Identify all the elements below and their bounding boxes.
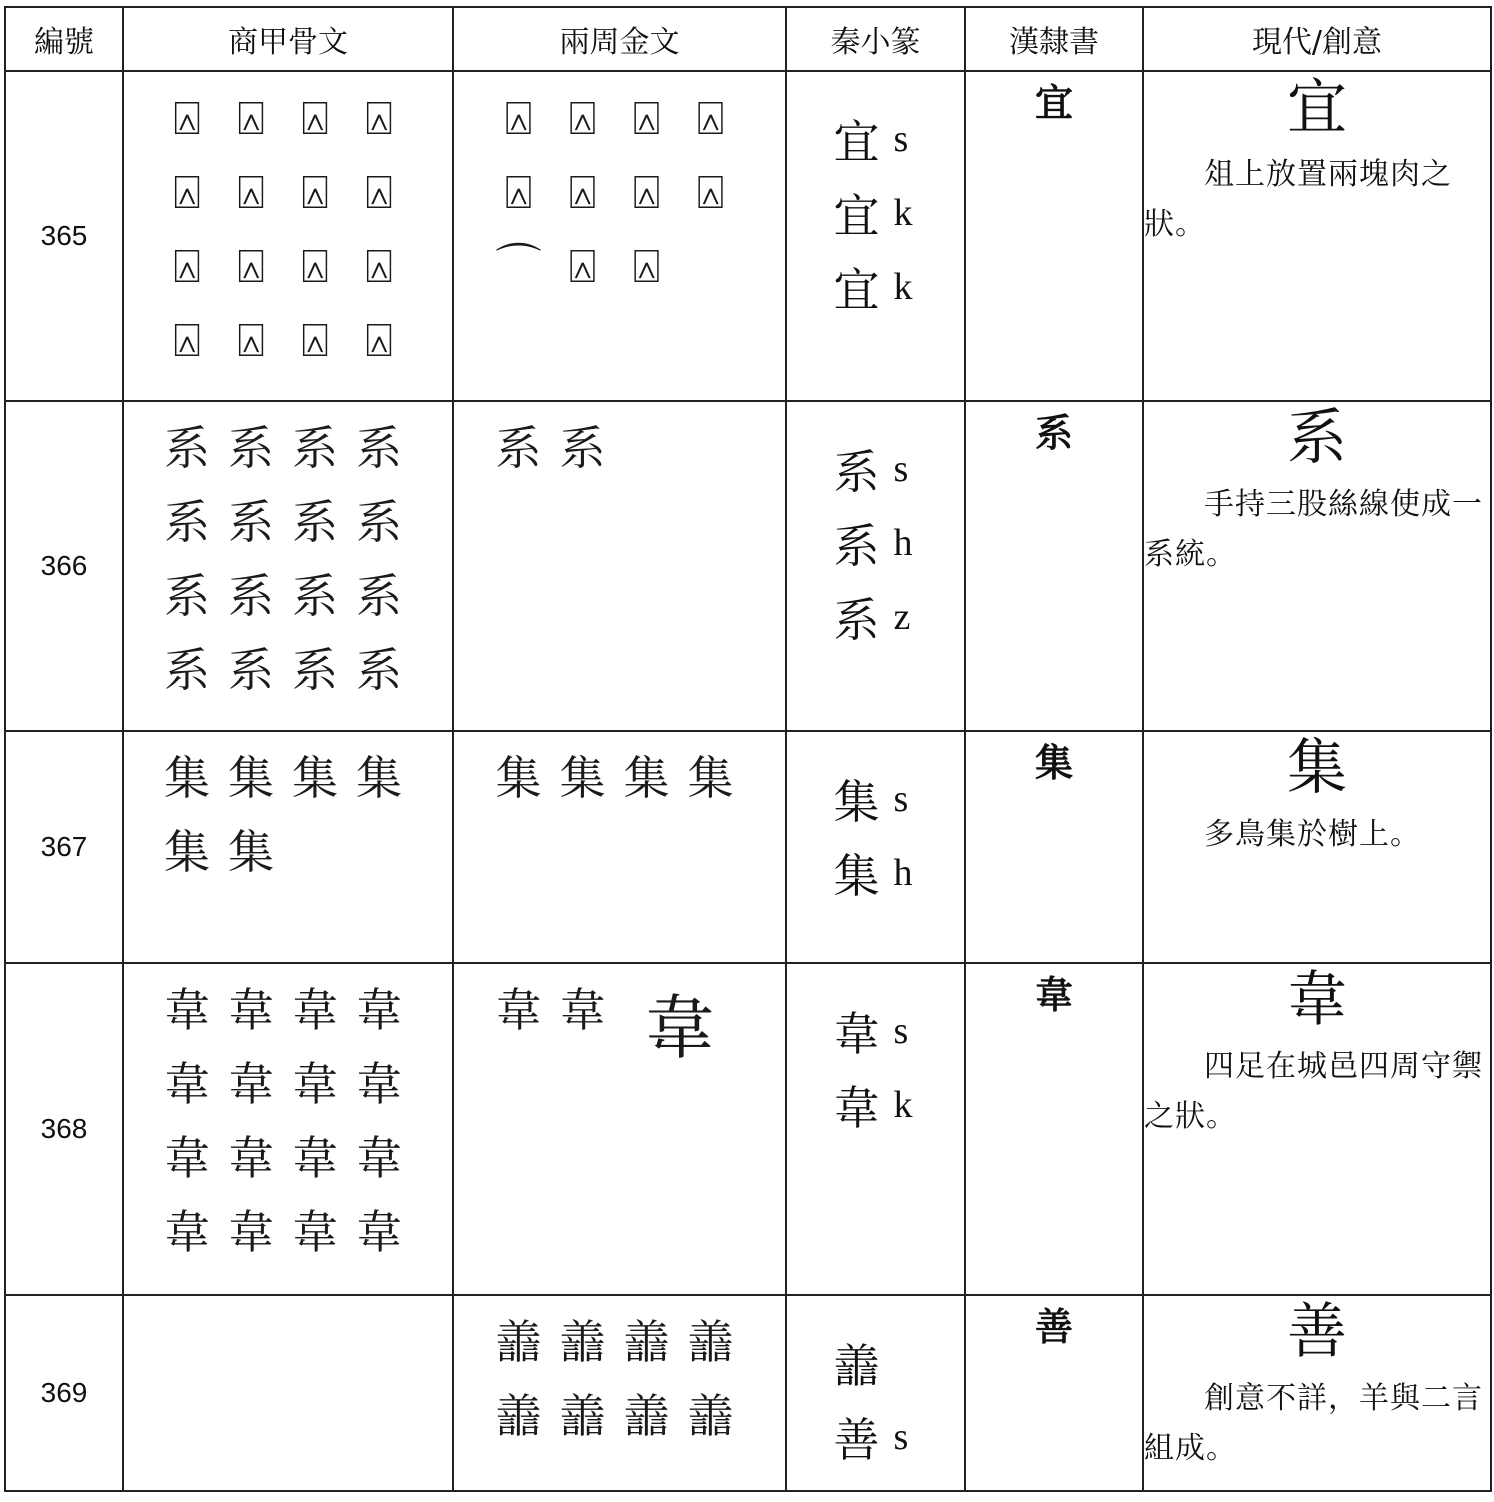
bronze-glyph-grid (454, 964, 785, 1078)
oracle-glyph: 韋 (228, 1205, 274, 1259)
oracle-glyph: 韋 (228, 983, 274, 1037)
seal-entry (828, 580, 924, 654)
seal-glyph: 系 (833, 519, 880, 573)
bronze-glyph: 譱 (495, 1389, 542, 1443)
table-row (5, 1295, 1491, 1491)
clerical-glyph: 宜 (965, 71, 1143, 401)
oracle-glyph: 系 (292, 569, 338, 623)
bronze-cell (453, 731, 786, 963)
bronze-glyph: 韋 (495, 983, 542, 1037)
oracle-glyph: ⍓ (301, 313, 329, 367)
oracle-glyph: 韋 (356, 1057, 402, 1111)
bronze-glyph: 系 (559, 421, 606, 475)
oracle-glyph: ⍓ (237, 313, 265, 367)
oracle-glyph: ⍓ (237, 165, 265, 219)
seal-list (787, 964, 964, 1142)
oracle-glyph: 韋 (164, 1205, 210, 1259)
seal-cell (786, 963, 965, 1295)
oracle-glyph-grid (124, 72, 452, 372)
seal-entry (828, 506, 924, 580)
seal-cell (786, 401, 965, 731)
seal-glyph: 集 (833, 775, 880, 829)
seal-source-tag: k (893, 192, 913, 234)
oracle-glyph-grid (124, 1296, 452, 1310)
header-small-seal: 秦小篆 (786, 7, 965, 71)
modern-character: 善 (1287, 1297, 1347, 1367)
oracle-glyph: ⍓ (173, 91, 201, 145)
oracle-glyph-grid (124, 964, 452, 1264)
header-oracle-bone: 商甲骨文 (123, 7, 453, 71)
header-clerical: 漢隸書 (965, 7, 1143, 71)
bronze-cell (453, 963, 786, 1295)
seal-source-tag: s (893, 448, 909, 490)
clerical-glyph: 集 (965, 731, 1143, 963)
bronze-glyph: ⌒ (495, 239, 542, 293)
oracle-glyph: 集 (164, 825, 210, 879)
seal-entry (828, 250, 924, 324)
oracle-glyph: 系 (356, 569, 402, 623)
bronze-glyph-grid (454, 402, 785, 480)
bronze-glyph: 集 (559, 751, 606, 805)
oracle-glyph: ⍓ (365, 91, 393, 145)
oracle-glyph: 集 (356, 751, 402, 805)
bronze-glyph: 韋 (559, 983, 606, 1037)
seal-source-tag: s (893, 778, 909, 820)
bronze-glyph: 韋 (644, 987, 715, 1069)
bronze-glyph: 集 (495, 751, 542, 805)
bronze-glyph: ⍓ (568, 165, 597, 219)
oracle-glyph: 集 (164, 751, 210, 805)
meaning-description: 俎上放置兩塊肉之狀。 (1144, 157, 1452, 242)
seal-entry (828, 432, 924, 506)
bronze-glyph: 譱 (559, 1315, 606, 1369)
modern-character: 韋 (1287, 965, 1347, 1035)
seal-glyph: 宜 (833, 263, 880, 317)
modern-character: 集 (1287, 733, 1347, 803)
oracle-glyph: ⍓ (173, 313, 201, 367)
seal-entry (828, 102, 924, 176)
bronze-glyph: ⍓ (568, 91, 597, 145)
bronze-glyph: 集 (687, 751, 734, 805)
seal-source-tag: h (893, 852, 913, 894)
oracle-glyph: 韋 (356, 983, 402, 1037)
meaning-description: 手持三股絲線使成一系統。 (1144, 487, 1483, 572)
oracle-glyph: 韋 (292, 1205, 338, 1259)
meaning-description: 創意不詳，羊與二言組成。 (1144, 1381, 1483, 1466)
bronze-cell (453, 401, 786, 731)
table-row (5, 401, 1491, 731)
oracle-glyph: 韋 (356, 1205, 402, 1259)
oracle-glyph: 系 (164, 495, 210, 549)
seal-source-tag: h (893, 522, 913, 564)
oracle-glyph: 韋 (356, 1131, 402, 1185)
oracle-glyph: 韋 (164, 983, 210, 1037)
bronze-glyph: 譱 (495, 1315, 542, 1369)
oracle-glyph: ⍓ (173, 239, 201, 293)
oracle-glyph: 韋 (292, 1131, 338, 1185)
oracle-glyph: 集 (228, 825, 274, 879)
oracle-glyph: ⍓ (301, 239, 329, 293)
seal-glyph: 韋 (833, 1081, 880, 1135)
header-number: 編號 (5, 7, 123, 71)
modern-character: 宜 (1287, 73, 1347, 143)
seal-glyph: 韋 (833, 1007, 880, 1061)
oracle-cell (123, 1295, 453, 1491)
character-evolution-table (4, 6, 1492, 1492)
seal-entry (828, 994, 924, 1068)
oracle-glyph: 系 (228, 421, 274, 475)
oracle-glyph: 系 (228, 495, 274, 549)
modern-character: 系 (1287, 403, 1347, 473)
oracle-glyph: 系 (292, 643, 338, 697)
bronze-glyph: ⍓ (696, 165, 725, 219)
oracle-glyph: 集 (292, 751, 338, 805)
oracle-glyph: 集 (228, 751, 274, 805)
oracle-glyph: 系 (164, 643, 210, 697)
oracle-glyph: 系 (356, 421, 402, 475)
seal-source-tag: s (893, 118, 909, 160)
oracle-glyph: 系 (164, 569, 210, 623)
table-row (5, 71, 1491, 401)
oracle-glyph: 韋 (164, 1057, 210, 1111)
oracle-glyph: ⍓ (365, 165, 393, 219)
header-row (5, 7, 1491, 71)
oracle-glyph-grid (124, 732, 452, 884)
seal-entry (828, 1326, 924, 1400)
table-row (5, 731, 1491, 963)
header-bronze: 兩周金文 (453, 7, 786, 71)
meaning-description: 多鳥集於樹上。 (1204, 817, 1421, 852)
bronze-glyph: 譱 (559, 1389, 606, 1443)
seal-glyph: 宜 (833, 115, 880, 169)
oracle-glyph: 系 (292, 495, 338, 549)
oracle-glyph: ⍓ (301, 91, 329, 145)
bronze-glyph: 譱 (623, 1389, 670, 1443)
seal-cell (786, 71, 965, 401)
seal-list (787, 1296, 964, 1474)
row-number: 369 (5, 1295, 123, 1491)
seal-glyph: 系 (833, 593, 880, 647)
oracle-glyph: 系 (228, 569, 274, 623)
bronze-cell (453, 71, 786, 401)
seal-entry (828, 836, 924, 910)
oracle-glyph: 系 (164, 421, 210, 475)
seal-source-tag: s (893, 1416, 909, 1458)
oracle-cell (123, 71, 453, 401)
seal-entry (828, 1400, 924, 1474)
oracle-cell (123, 401, 453, 731)
seal-entry (828, 1068, 924, 1142)
bronze-glyph: 譱 (623, 1315, 670, 1369)
seal-glyph: 譱 (833, 1339, 880, 1393)
row-number: 368 (5, 963, 123, 1295)
oracle-glyph: 系 (228, 643, 274, 697)
bronze-glyph: ⍓ (632, 165, 661, 219)
bronze-glyph: 集 (623, 751, 670, 805)
oracle-glyph: 韋 (164, 1131, 210, 1185)
row-number: 365 (5, 71, 123, 401)
meaning-description: 四足在城邑四周守禦之狀。 (1144, 1049, 1483, 1134)
oracle-glyph: 系 (356, 643, 402, 697)
seal-source-tag: s (893, 1010, 909, 1052)
oracle-glyph: 韋 (228, 1057, 274, 1111)
seal-list (787, 732, 964, 910)
bronze-glyph: 譱 (687, 1389, 734, 1443)
bronze-glyph: 系 (495, 421, 542, 475)
header-modern-meaning: 現代/創意 (1143, 7, 1491, 71)
oracle-glyph: ⍓ (301, 165, 329, 219)
seal-glyph: 集 (833, 849, 880, 903)
seal-entry (828, 176, 924, 250)
bronze-cell (453, 1295, 786, 1491)
seal-cell (786, 1295, 965, 1491)
seal-entry (828, 762, 924, 836)
bronze-glyph: ⍓ (504, 91, 533, 145)
clerical-glyph: 系 (965, 401, 1143, 731)
seal-glyph: 系 (833, 445, 880, 499)
bronze-glyph: 譱 (687, 1315, 734, 1369)
row-number: 366 (5, 401, 123, 731)
oracle-glyph-grid (124, 402, 452, 702)
clerical-glyph: 善 (965, 1295, 1143, 1491)
oracle-glyph: ⍓ (365, 313, 393, 367)
modern-cell (1143, 731, 1491, 963)
oracle-glyph: ⍓ (173, 165, 201, 219)
seal-source-tag: z (893, 596, 911, 638)
seal-glyph: 善 (833, 1413, 880, 1467)
table-row (5, 963, 1491, 1295)
seal-source-tag: k (893, 266, 913, 308)
oracle-glyph: ⍓ (365, 239, 393, 293)
seal-glyph: 宜 (833, 189, 880, 243)
bronze-glyph-grid (454, 72, 785, 298)
clerical-glyph: 韋 (965, 963, 1143, 1295)
seal-list (787, 72, 964, 324)
seal-source-tag: k (893, 1084, 913, 1126)
bronze-glyph: ⍓ (696, 91, 725, 145)
bronze-glyph: ⍓ (568, 239, 597, 293)
oracle-glyph: 韋 (228, 1131, 274, 1185)
modern-cell (1143, 401, 1491, 731)
bronze-glyph: ⍓ (632, 239, 661, 293)
oracle-glyph: ⍓ (237, 91, 265, 145)
bronze-glyph-grid (454, 1296, 785, 1448)
seal-cell (786, 731, 965, 963)
oracle-glyph: 韋 (292, 1057, 338, 1111)
modern-cell (1143, 963, 1491, 1295)
row-number: 367 (5, 731, 123, 963)
oracle-glyph: ⍓ (237, 239, 265, 293)
bronze-glyph: ⍓ (632, 91, 661, 145)
bronze-glyph: ⍓ (504, 165, 533, 219)
oracle-cell (123, 731, 453, 963)
seal-list (787, 402, 964, 654)
oracle-glyph: 韋 (292, 983, 338, 1037)
bronze-glyph-grid (454, 732, 785, 810)
oracle-glyph: 系 (356, 495, 402, 549)
modern-cell (1143, 71, 1491, 401)
modern-cell (1143, 1295, 1491, 1491)
oracle-glyph: 系 (292, 421, 338, 475)
oracle-cell (123, 963, 453, 1295)
